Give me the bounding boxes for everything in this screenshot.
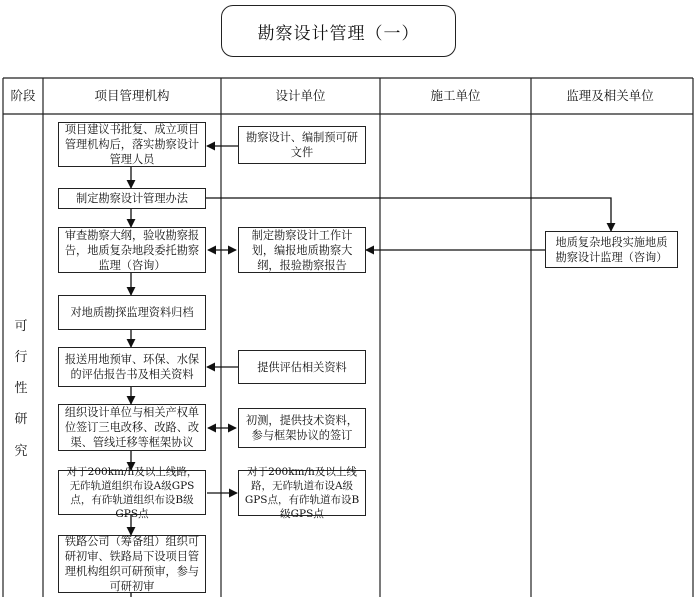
design-step-work-plan: 制定勘察设计工作计划，编报地质勘察大纲，报验勘察报告 (238, 227, 366, 273)
stage-char: 性 (14, 381, 28, 396)
design-step-initial-survey: 初测，提供技术资料，参与框架协议的签订 (238, 408, 366, 448)
stage-char: 行 (14, 350, 28, 365)
pm-step-gps-points: 对于200km/h及以上线路，无砟轨道组织布设A级GPS点，有砟轨道组织布设B级GPS点 (58, 470, 206, 515)
pm-step-submit-assessment: 报送用地预审、环保、水保的评估报告书及相关资料 (58, 347, 206, 387)
stage-char: 可 (14, 319, 28, 334)
pm-step-archive: 对地质勘探监理资料归档 (58, 295, 206, 330)
header-stage: 阶段 (10, 88, 36, 103)
design-step-gps-points: 对于200km/h及以上线路，无砟轨道布设A级GPS点，有砟轨道布设B级GPS点 (238, 470, 366, 516)
diagram-title: 勘察设计管理（一） (221, 5, 456, 57)
stage-char: 究 (14, 444, 28, 459)
design-step-prefeasibility: 勘察设计、编制预可研文件 (238, 126, 366, 164)
stage-char: 研 (14, 412, 28, 427)
header-project-management: 项目管理机构 (94, 88, 170, 103)
supervision-step-geology: 地质复杂地段实施地质勘察设计监理（咨询） (545, 231, 678, 268)
pm-step-feasibility-review: 铁路公司（筹备组）组织可研初审、铁路局下设项目管理机构组织可研预审，参与可研初审 (58, 535, 206, 593)
header-design-unit: 设计单位 (275, 88, 326, 103)
header-construction-unit: 施工单位 (430, 88, 481, 103)
pm-step-setup-organization: 项目建议书批复、成立项目管理机构后，落实勘察设计管理人员 (58, 122, 206, 167)
pm-step-management-rules: 制定勘察设计管理办法 (58, 188, 206, 209)
design-step-assessment-data: 提供评估相关资料 (238, 350, 366, 384)
header-supervision: 监理及相关单位 (566, 88, 654, 103)
pm-step-framework-agreement: 组织设计单位与相关产权单位签订三电改移、改路、改渠、管线迁移等框架协议 (58, 404, 206, 451)
pm-step-review-survey: 审查勘察大纲，验收勘察报告，地质复杂地段委托勘察监理（咨询） (58, 227, 206, 273)
